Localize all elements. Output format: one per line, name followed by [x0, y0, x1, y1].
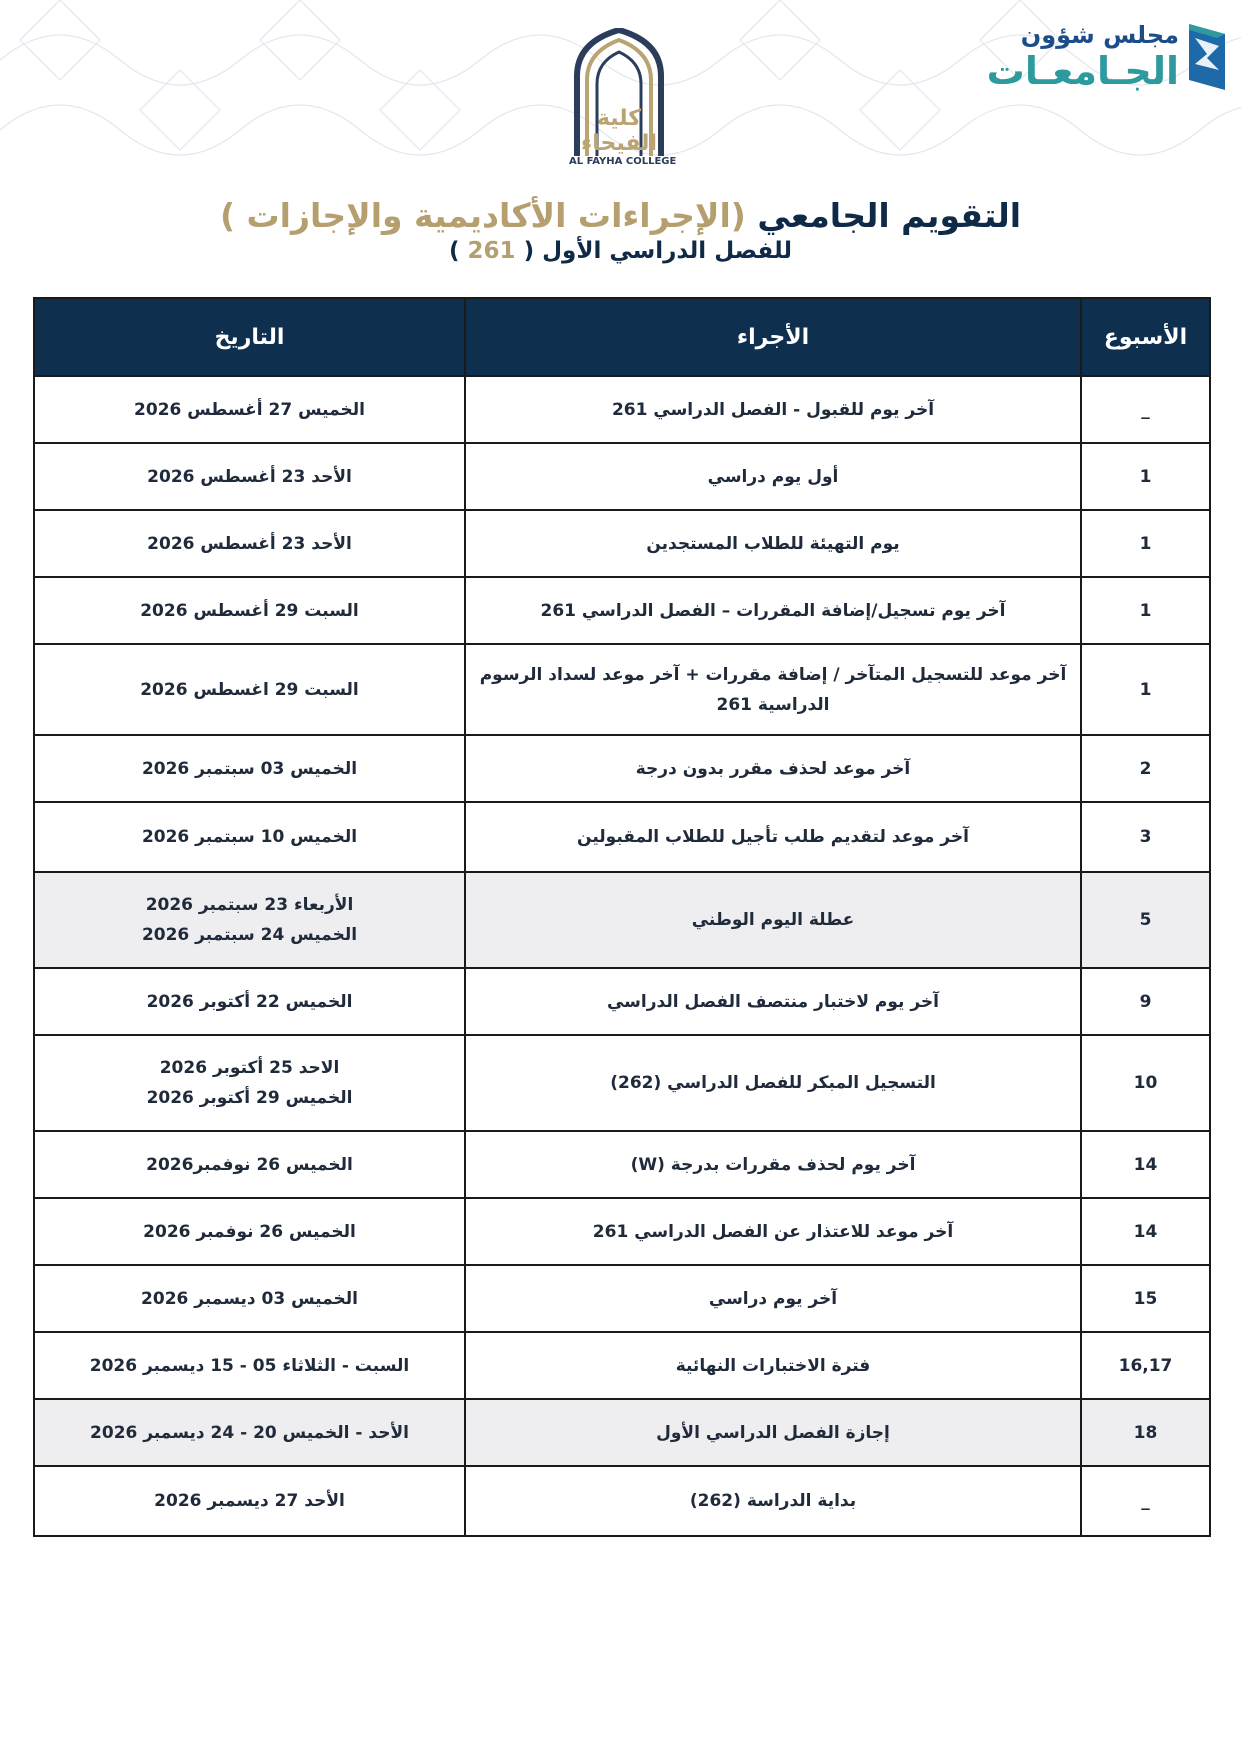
- cell-procedure: آخر يوم لاختبار منتصف الفصل الدراسي: [465, 968, 1081, 1035]
- date-line: الخميس 03 سبتمبر 2026: [141, 758, 358, 779]
- cell-week: 1: [1081, 577, 1210, 644]
- cell-date: [34, 1131, 465, 1198]
- cell-week: 10: [1081, 1035, 1210, 1131]
- page-title: [0, 196, 1241, 236]
- cell-procedure: أول يوم دراسي: [465, 443, 1081, 510]
- cell-date: [34, 872, 465, 968]
- cell-date: [34, 1265, 465, 1332]
- cell-week: 15: [1081, 1265, 1210, 1332]
- cell-week: 9: [1081, 968, 1210, 1035]
- cell-week: 2: [1081, 735, 1210, 802]
- cell-date: [34, 1466, 465, 1536]
- table-row: [34, 1332, 1210, 1399]
- title-main: التقويم الجامعي: [757, 196, 1022, 235]
- council-line2: الجـامعـات: [986, 49, 1179, 93]
- cell-date: [34, 802, 465, 872]
- table-row: [34, 1131, 1210, 1198]
- header-week: الأسبوع: [1081, 298, 1210, 376]
- cell-procedure: فترة الاختبارات النهائية: [465, 1332, 1081, 1399]
- table-body: [34, 376, 1210, 1536]
- header-procedure: الأجراء: [465, 298, 1081, 376]
- table-header-row: [34, 298, 1210, 376]
- cell-procedure: التسجيل المبكر للفصل الدراسي (262): [465, 1035, 1081, 1131]
- table-row: [34, 510, 1210, 577]
- cell-procedure: آخر موعد لتقديم طلب تأجيل للطلاب المقبولين: [465, 802, 1081, 872]
- council-logo-text: [987, 20, 1179, 92]
- table-row: [34, 802, 1210, 872]
- date-line: الأحد - الخميس 20 - 24 ديسمبر 2026: [90, 1422, 409, 1443]
- date-line: الخميس 26 نوفمبر2026: [146, 1154, 353, 1175]
- cell-week: 14: [1081, 1131, 1210, 1198]
- table-row: [34, 443, 1210, 510]
- table-row: [34, 1265, 1210, 1332]
- date-line: الاحد 25 أكتوبر 2026: [159, 1058, 340, 1078]
- table-row: [34, 577, 1210, 644]
- cell-date: [34, 1399, 465, 1466]
- council-emblem-icon: [1187, 24, 1227, 90]
- college-logo: [569, 28, 677, 176]
- college-name-english: AL FAYHA COLLEGE: [569, 156, 677, 167]
- date-line-second: الخميس 24 سبتمبر 2026: [141, 925, 358, 945]
- date-line: الأحد 23 أغسطس 2026: [147, 533, 352, 554]
- date-line-second: الخميس 29 أكتوبر 2026: [146, 1088, 353, 1108]
- table-row: [34, 376, 1210, 443]
- cell-week: _: [1081, 1466, 1210, 1536]
- table-row: [34, 968, 1210, 1035]
- date-line: الأربعاء 23 سبتمبر 2026: [145, 895, 354, 915]
- cell-procedure: آخر يوم دراسي: [465, 1265, 1081, 1332]
- cell-procedure: عطلة اليوم الوطني: [465, 872, 1081, 968]
- cell-procedure: آخر يوم لحذف مقررات بدرجة (W): [465, 1131, 1081, 1198]
- academic-calendar-table: [33, 297, 1211, 1537]
- college-name-arabic: كلية الفيحاء: [581, 106, 657, 156]
- date-line: الأحد 27 ديسمبر 2026: [154, 1491, 345, 1511]
- table-row: [34, 735, 1210, 802]
- cell-procedure: يوم التهيئة للطلاب المستجدين: [465, 510, 1081, 577]
- date-line: الخميس 03 ديسمبر 2026: [141, 1288, 358, 1309]
- subtitle-text: للفصل الدراسي الأول (: [523, 238, 792, 264]
- cell-week: 1: [1081, 644, 1210, 735]
- cell-date: [34, 968, 465, 1035]
- table-row: [34, 1198, 1210, 1265]
- cell-date: [34, 1332, 465, 1399]
- date-line: الخميس 10 سبتمبر 2026: [141, 827, 358, 847]
- date-line: الأحد 23 أغسطس 2026: [147, 466, 352, 487]
- date-line: السبت - الثلاثاء 05 - 15 ديسمبر 2026: [89, 1355, 410, 1376]
- subtitle-term-number: 261: [459, 238, 524, 264]
- cell-procedure: بداية الدراسة (262): [465, 1466, 1081, 1536]
- cell-procedure: آخر موعد لحذف مقرر بدون درجة: [465, 735, 1081, 802]
- cell-date: [34, 443, 465, 510]
- page-subtitle: [0, 236, 1241, 266]
- cell-procedure: آخر موعد للتسجيل المتآخر / إضافة مقررات + آخر موعد لسداد الرسوم الدراسية 261: [465, 644, 1081, 735]
- cell-date: [34, 1198, 465, 1265]
- cell-procedure: آخر موعد للاعتذار عن الفصل الدراسي 261: [465, 1198, 1081, 1265]
- cell-week: 16,17: [1081, 1332, 1210, 1399]
- table-row: [34, 1035, 1210, 1131]
- cell-procedure: إجازة الفصل الدراسي الأول: [465, 1399, 1081, 1466]
- cell-week: 1: [1081, 510, 1210, 577]
- cell-week: _: [1081, 376, 1210, 443]
- council-line1: مجلس شؤون: [1020, 21, 1179, 49]
- council-logo: [986, 20, 1227, 93]
- cell-week: 5: [1081, 872, 1210, 968]
- table-row: [34, 872, 1210, 968]
- cell-week: 1: [1081, 443, 1210, 510]
- table-row: [34, 1466, 1210, 1536]
- cell-date: [34, 644, 465, 735]
- cell-week: 14: [1081, 1198, 1210, 1265]
- date-line: السبت 29 أغسطس 2026: [140, 600, 359, 621]
- cell-procedure: آخر يوم للقبول - الفصل الدراسي 261: [465, 376, 1081, 443]
- header-date: التاريخ: [34, 298, 465, 376]
- cell-date: [34, 735, 465, 802]
- document-title: [0, 196, 1241, 266]
- cell-date: [34, 577, 465, 644]
- date-line: السبت 29 اغسطس 2026: [140, 679, 359, 700]
- title-highlight: (الإجراءات الأكاديمية والإجازات ): [219, 196, 746, 235]
- table-row: [34, 1399, 1210, 1466]
- date-line: الخميس 22 أكتوبر 2026: [146, 991, 353, 1012]
- date-line: الخميس 27 أغسطس 2026: [134, 399, 365, 420]
- table-row: [34, 644, 1210, 735]
- cell-date: [34, 510, 465, 577]
- subtitle-end: ): [449, 238, 460, 264]
- cell-date: [34, 1035, 465, 1131]
- cell-date: [34, 376, 465, 443]
- cell-week: 18: [1081, 1399, 1210, 1466]
- date-line: الخميس 26 نوفمبر 2026: [143, 1221, 356, 1242]
- cell-procedure: آخر يوم تسجيل/إضافة المقررات – الفصل الدراسي 261: [465, 577, 1081, 644]
- cell-week: 3: [1081, 802, 1210, 872]
